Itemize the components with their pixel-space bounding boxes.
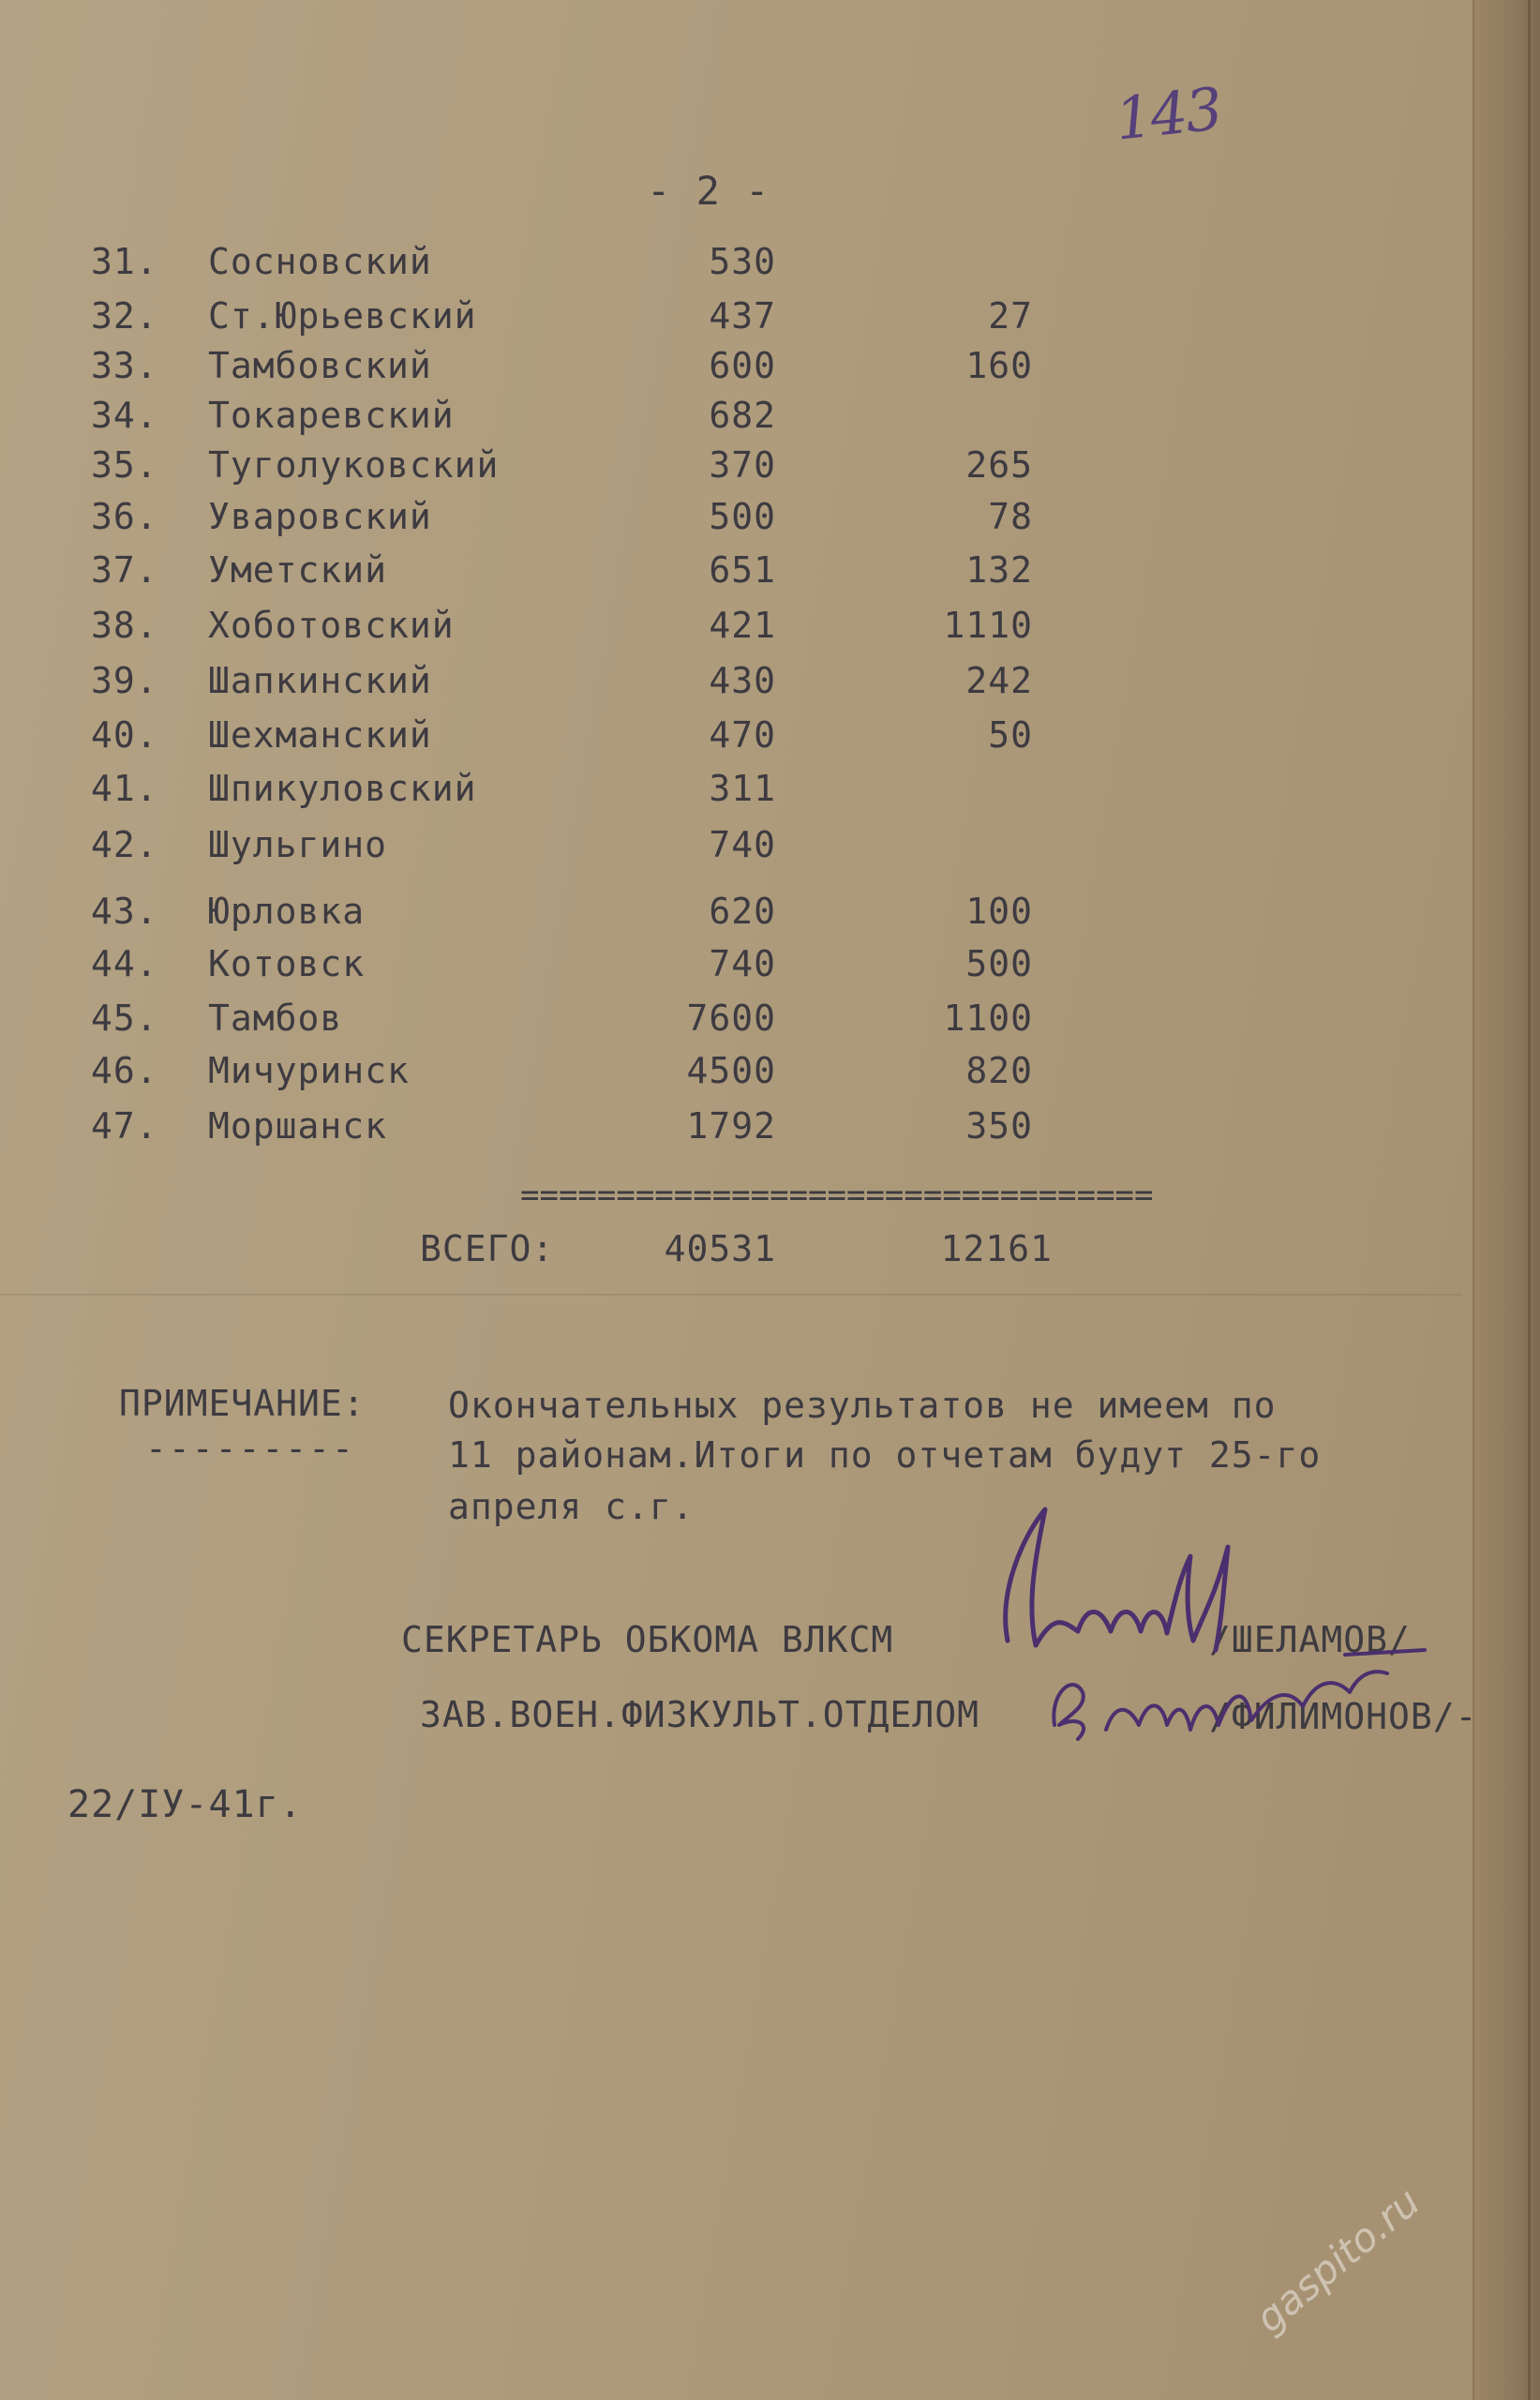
district-name: Юрловка [208, 891, 366, 932]
table-row [0, 660, 1540, 704]
district-name: Котовск [208, 943, 366, 984]
note-line-2: 11 районам.Итоги по отчетам будут 25-го [448, 1434, 1322, 1476]
row-number: 42. [91, 824, 158, 865]
row-number: 31. [91, 241, 158, 282]
district-name: Шульгино [208, 824, 388, 865]
value-1: 430 [709, 660, 776, 701]
table-row [0, 824, 1540, 868]
row-number: 37. [91, 549, 158, 591]
row-number: 38. [91, 605, 158, 646]
page-number: - 2 - [647, 168, 770, 214]
row-number: 44. [91, 943, 158, 984]
value-1: 4500 [686, 1050, 776, 1091]
district-name: Ст.Юрьевский [208, 295, 477, 337]
district-name: Мичуринск [208, 1050, 410, 1091]
value-2: 242 [965, 660, 1033, 701]
row-number: 39. [91, 660, 158, 701]
district-name: Сосновский [208, 241, 432, 282]
row-number: 43. [91, 891, 158, 932]
value-1: 421 [709, 605, 776, 646]
value-2: 27 [988, 295, 1033, 337]
row-number: 40. [91, 714, 158, 756]
value-1: 1792 [686, 1105, 776, 1147]
row-number: 41. [91, 768, 158, 809]
table-row [0, 1050, 1540, 1094]
district-name: Шпикуловский [208, 768, 477, 809]
table-row [0, 295, 1540, 339]
document-date: 22/IУ-41г. [67, 1783, 303, 1826]
value-1: 311 [709, 768, 776, 809]
value-2: 160 [965, 345, 1033, 386]
table-row [0, 605, 1540, 649]
signatory-2-title: ЗАВ.ВОЕН.ФИЗКУЛЬТ.ОТДЕЛОМ [420, 1694, 979, 1735]
value-1: 500 [709, 496, 776, 537]
table-row [0, 1105, 1540, 1149]
value-1: 620 [709, 891, 776, 932]
table-row [0, 893, 1540, 935]
value-1: 7600 [686, 998, 776, 1039]
value-2: 265 [965, 444, 1033, 486]
value-1: 682 [709, 395, 776, 436]
value-1: 437 [709, 295, 776, 337]
row-number: 36. [91, 496, 158, 537]
district-name: Тамбовский [208, 345, 432, 386]
table-row [0, 496, 1540, 540]
table-row [0, 444, 1540, 488]
note-line-1: Окончательных результатов не имеем по [448, 1385, 1277, 1426]
total-label: ВСЕГО: [420, 1228, 555, 1269]
value-1: 740 [709, 824, 776, 865]
value-2: 100 [965, 891, 1033, 932]
total-divider: ================================= [520, 1177, 1154, 1214]
value-2: 500 [965, 943, 1033, 984]
value-2: 1100 [943, 998, 1033, 1039]
value-1: 470 [709, 714, 776, 756]
district-name: Туголуковский [208, 444, 500, 486]
table-row [0, 714, 1540, 758]
signatory-1-name: /ШЕЛАМОВ/ [1209, 1619, 1411, 1660]
value-1: 600 [709, 345, 776, 386]
district-name: Токаревский [208, 395, 455, 436]
total-value-1: 40531 [664, 1228, 776, 1269]
row-number: 47. [91, 1105, 158, 1147]
paper-fold [0, 1294, 1462, 1296]
table-row [0, 549, 1540, 593]
value-2: 132 [965, 549, 1033, 591]
row-number: 45. [91, 998, 158, 1039]
note-line-3: апреля с.г. [448, 1486, 695, 1527]
value-1: 651 [709, 549, 776, 591]
note-label: ПРИМЕЧАНИЕ: [119, 1383, 366, 1424]
value-1: 370 [709, 444, 776, 486]
table-row [0, 1000, 1540, 1042]
row-number: 34. [91, 395, 158, 436]
value-1: 740 [709, 943, 776, 984]
total-value-2: 12161 [940, 1228, 1053, 1269]
district-name: Хоботовский [208, 605, 455, 646]
district-name: Шехманский [208, 714, 432, 756]
district-name: Тамбов [208, 998, 343, 1039]
table-row [0, 345, 1540, 389]
row-number: 46. [91, 1050, 158, 1091]
row-number: 35. [91, 444, 158, 486]
table-row [0, 241, 1540, 285]
archive-number: 143 [1112, 74, 1224, 154]
district-name: Шапкинский [208, 660, 432, 701]
value-2: 78 [988, 496, 1033, 537]
table-row [0, 395, 1540, 439]
row-number: 33. [91, 345, 158, 386]
district-name: Уваровский [208, 496, 432, 537]
note-underline: --------- [145, 1428, 355, 1469]
district-name: Уметский [208, 549, 388, 591]
table-row [0, 943, 1540, 987]
row-number: 32. [91, 295, 158, 337]
handwritten-signature-2 [1036, 1636, 1439, 1758]
table-row [0, 768, 1540, 812]
district-name: Моршанск [208, 1105, 388, 1147]
signatory-1-title: СЕКРЕТАРЬ ОБКОМА ВЛКСМ [401, 1619, 894, 1660]
value-2: 1110 [943, 605, 1033, 646]
value-1: 530 [709, 241, 776, 282]
signatory-2-name: /ФИЛИМОНОВ/- [1209, 1696, 1478, 1737]
value-2: 50 [988, 714, 1033, 756]
value-2: 820 [965, 1050, 1033, 1091]
value-2: 350 [965, 1105, 1033, 1147]
watermark: gaspito.ru [1247, 2178, 1428, 2342]
